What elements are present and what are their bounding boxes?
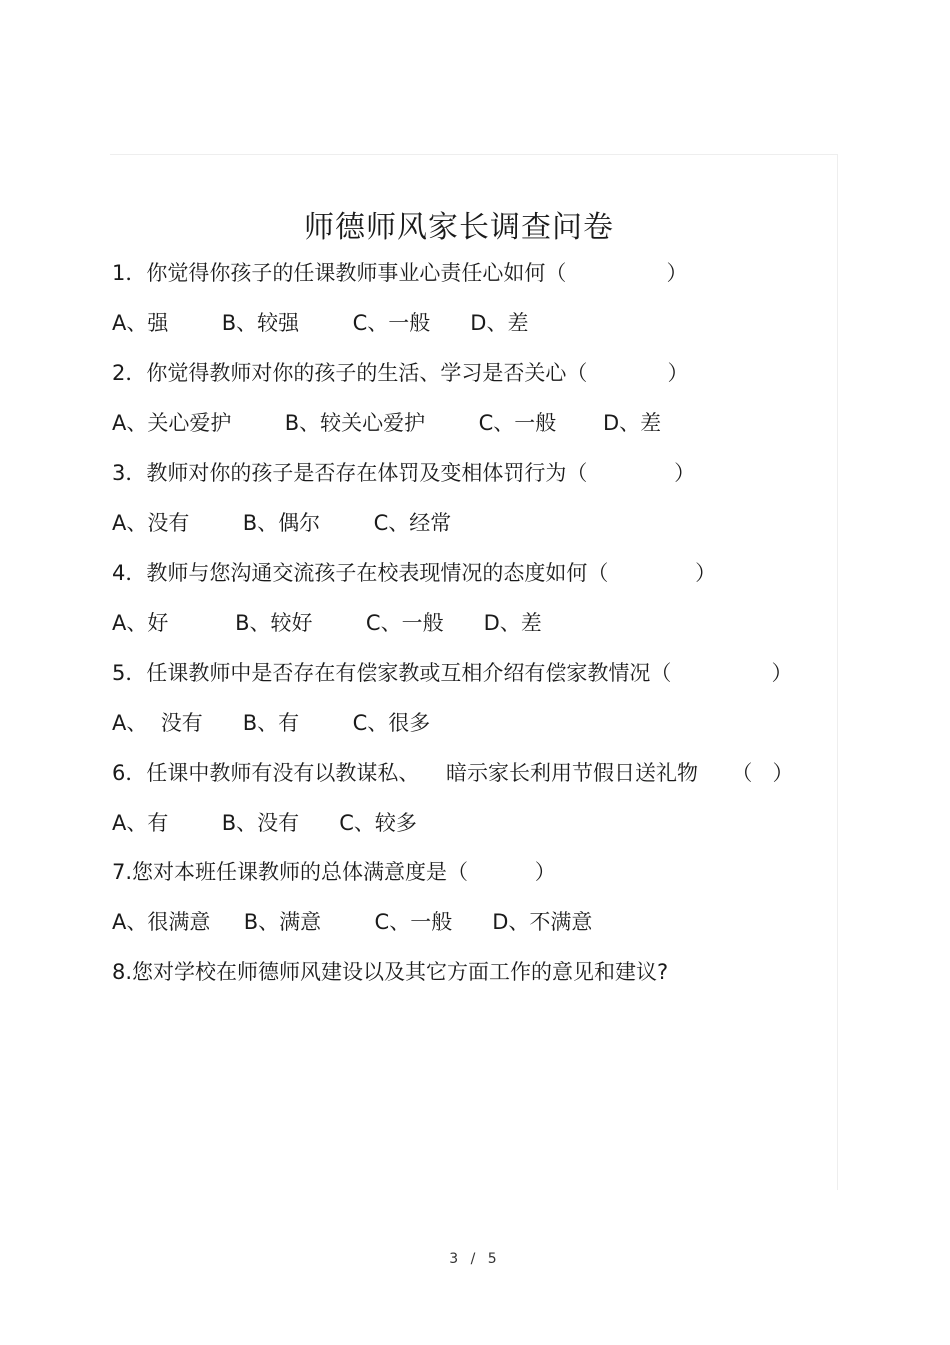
options-5: A、 没有 B、有 C、很多 <box>112 711 431 735</box>
question-4: 4．教师与您沟通交流孩子在校表现情况的态度如何（ ） <box>112 561 717 585</box>
document-title: 师德师风家长调查问卷 <box>304 210 614 245</box>
options-2: A、关心爱护 B、较关心爱护 C、一般 D、差 <box>112 411 662 435</box>
question-5: 5．任课教师中是否存在有偿家教或互相介绍有偿家教情况（ ） <box>112 661 793 685</box>
options-3: A、没有 B、偶尔 C、经常 <box>112 511 452 535</box>
question-6: 6．任课中教师有没有以教谋私、 暗示家长利用节假日送礼物 （ ） <box>112 761 794 785</box>
question-1: 1．你觉得你孩子的任课教师事业心责任心如何（ ） <box>112 261 688 285</box>
page-frame-right-rule <box>837 154 838 1190</box>
options-4: A、好 B、较好 C、一般 D、差 <box>112 611 542 635</box>
options-6: A、有 B、没有 C、较多 <box>112 811 417 835</box>
options-1: A、强 B、较强 C、一般 D、差 <box>112 311 529 335</box>
page-number: 3 / 5 <box>449 1251 501 1267</box>
options-7: A、很满意 B、满意 C、一般 D、不满意 <box>112 910 593 934</box>
question-7: 7.您对本班任课教师的总体满意度是（ ） <box>112 860 556 884</box>
page-frame-top-rule <box>110 154 838 155</box>
question-8: 8.您对学校在师德师风建设以及其它方面工作的意见和建议? <box>112 960 669 984</box>
question-3: 3．教师对你的孩子是否存在体罚及变相体罚行为（ ） <box>112 461 696 485</box>
question-2: 2．你觉得教师对你的孩子的生活、学习是否关心（ ） <box>112 361 689 385</box>
